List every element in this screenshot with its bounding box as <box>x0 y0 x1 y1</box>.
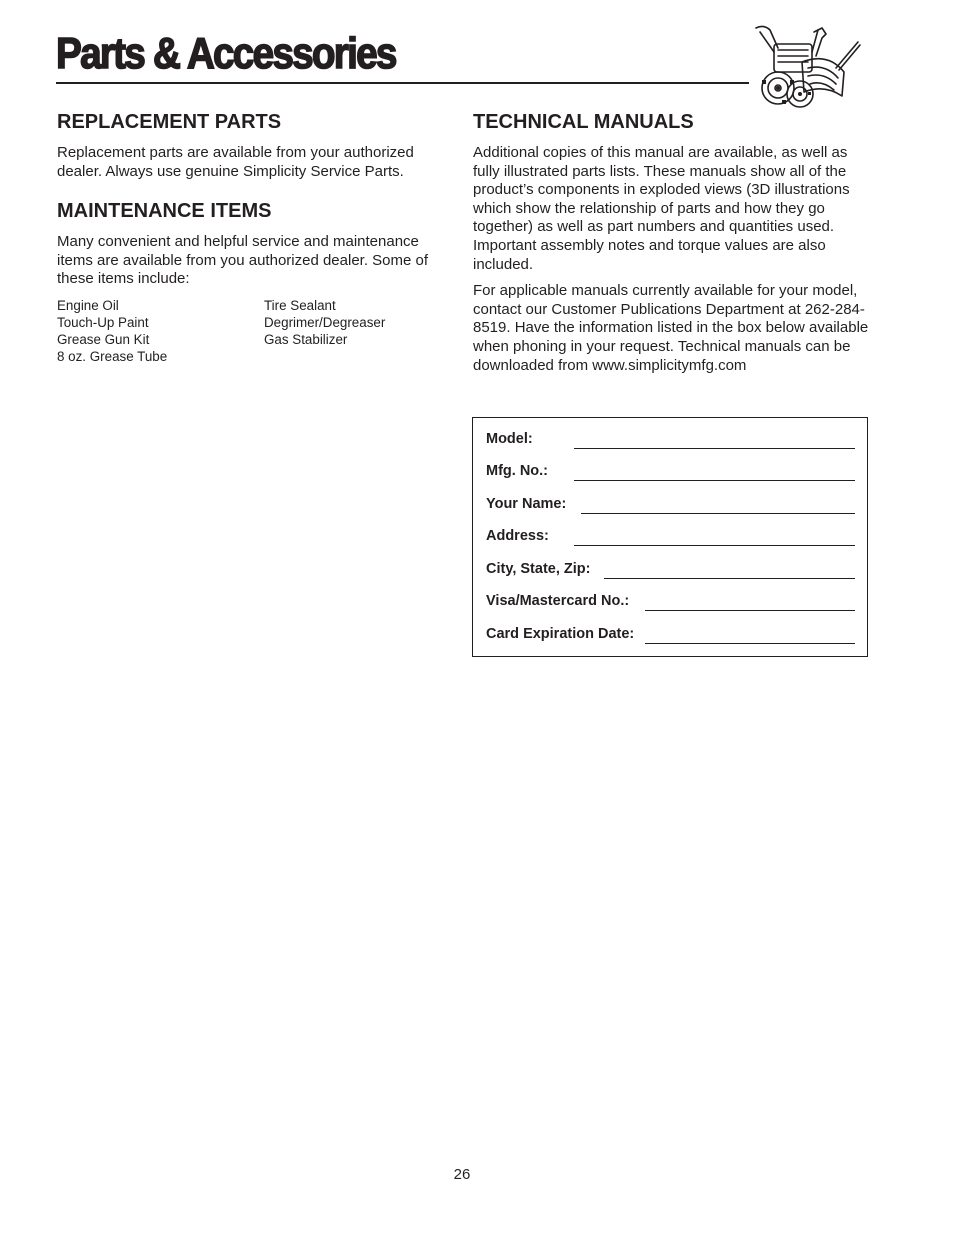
right-column <box>473 108 873 375</box>
form-row-card-number <box>486 589 855 611</box>
page-number: 26 <box>453 1166 471 1183</box>
form-row-card-expiration <box>486 622 855 644</box>
form-row-model <box>486 427 855 449</box>
form-row-city-state-zip <box>486 557 855 579</box>
left-column <box>57 108 453 365</box>
maintenance-items-text: Many convenient and helpful service and maintenance items are available from you authorized dealer. Some of these items include: <box>57 233 429 288</box>
form-label: Your Name: <box>486 496 567 512</box>
list-item: Tire Sealant <box>264 297 336 313</box>
model-field[interactable] <box>574 448 855 449</box>
title-rule <box>56 82 749 84</box>
form-row-your-name <box>486 492 855 514</box>
snowblower-illustration-icon <box>752 22 864 112</box>
technical-manuals-heading: TECHNICAL MANUALS <box>473 111 694 133</box>
form-label: Visa/Mastercard No.: <box>486 593 630 609</box>
maintenance-items-list <box>57 297 453 365</box>
list-item: Gas Stabilizer <box>264 331 348 347</box>
maintenance-section <box>57 197 453 365</box>
form-row-mfg-no <box>486 459 855 481</box>
list-item: Touch-Up Paint <box>57 314 149 330</box>
form-label: Mfg. No.: <box>486 463 549 479</box>
page-title: Parts & Accessories <box>56 29 396 78</box>
form-label: City, State, Zip: <box>486 561 591 577</box>
items-column-1 <box>57 297 264 365</box>
form-row-address <box>486 524 855 546</box>
form-label: Card Expiration Date: <box>486 626 635 642</box>
list-item: Engine Oil <box>57 297 119 313</box>
list-item: Grease Gun Kit <box>57 331 150 347</box>
replacement-parts-text: Replacement parts are available from your authorized dealer. Always use genuine Simplicity Service Parts. <box>57 144 414 180</box>
address-field[interactable] <box>574 545 855 546</box>
replacement-parts-heading: REPLACEMENT PARTS <box>57 111 282 133</box>
your-name-field[interactable] <box>581 513 855 514</box>
card-number-field[interactable] <box>645 610 855 611</box>
order-info-box <box>472 417 868 657</box>
form-label: Model: <box>486 431 533 447</box>
card-expiration-field[interactable] <box>645 643 855 644</box>
list-item: 8 oz. Grease Tube <box>57 348 168 364</box>
city-state-zip-field[interactable] <box>604 578 855 579</box>
list-item: Degrimer/Degreaser <box>264 314 386 330</box>
form-label: Address: <box>486 528 549 544</box>
technical-manuals-contact-text: For applicable manuals currently available for your model, contact our Customer Publications Department at 262-284-8519. Have the information listed in the box below available when phoning in your request. Technical manuals can be downloaded from www.simplicitymfg.com <box>473 282 869 374</box>
maintenance-items-heading: MAINTENANCE ITEMS <box>57 200 272 223</box>
items-column-2 <box>264 297 454 365</box>
mfg-no-field[interactable] <box>574 480 855 481</box>
technical-manuals-text: Additional copies of this manual are available, as well as fully illustrated parts lists. These manuals show all of the product’s components in exploded views (3D illustrations which show the relationship of parts and how they go together) as well as part numbers and quantities used. Important assembly notes and torque values are also included. <box>473 144 850 273</box>
